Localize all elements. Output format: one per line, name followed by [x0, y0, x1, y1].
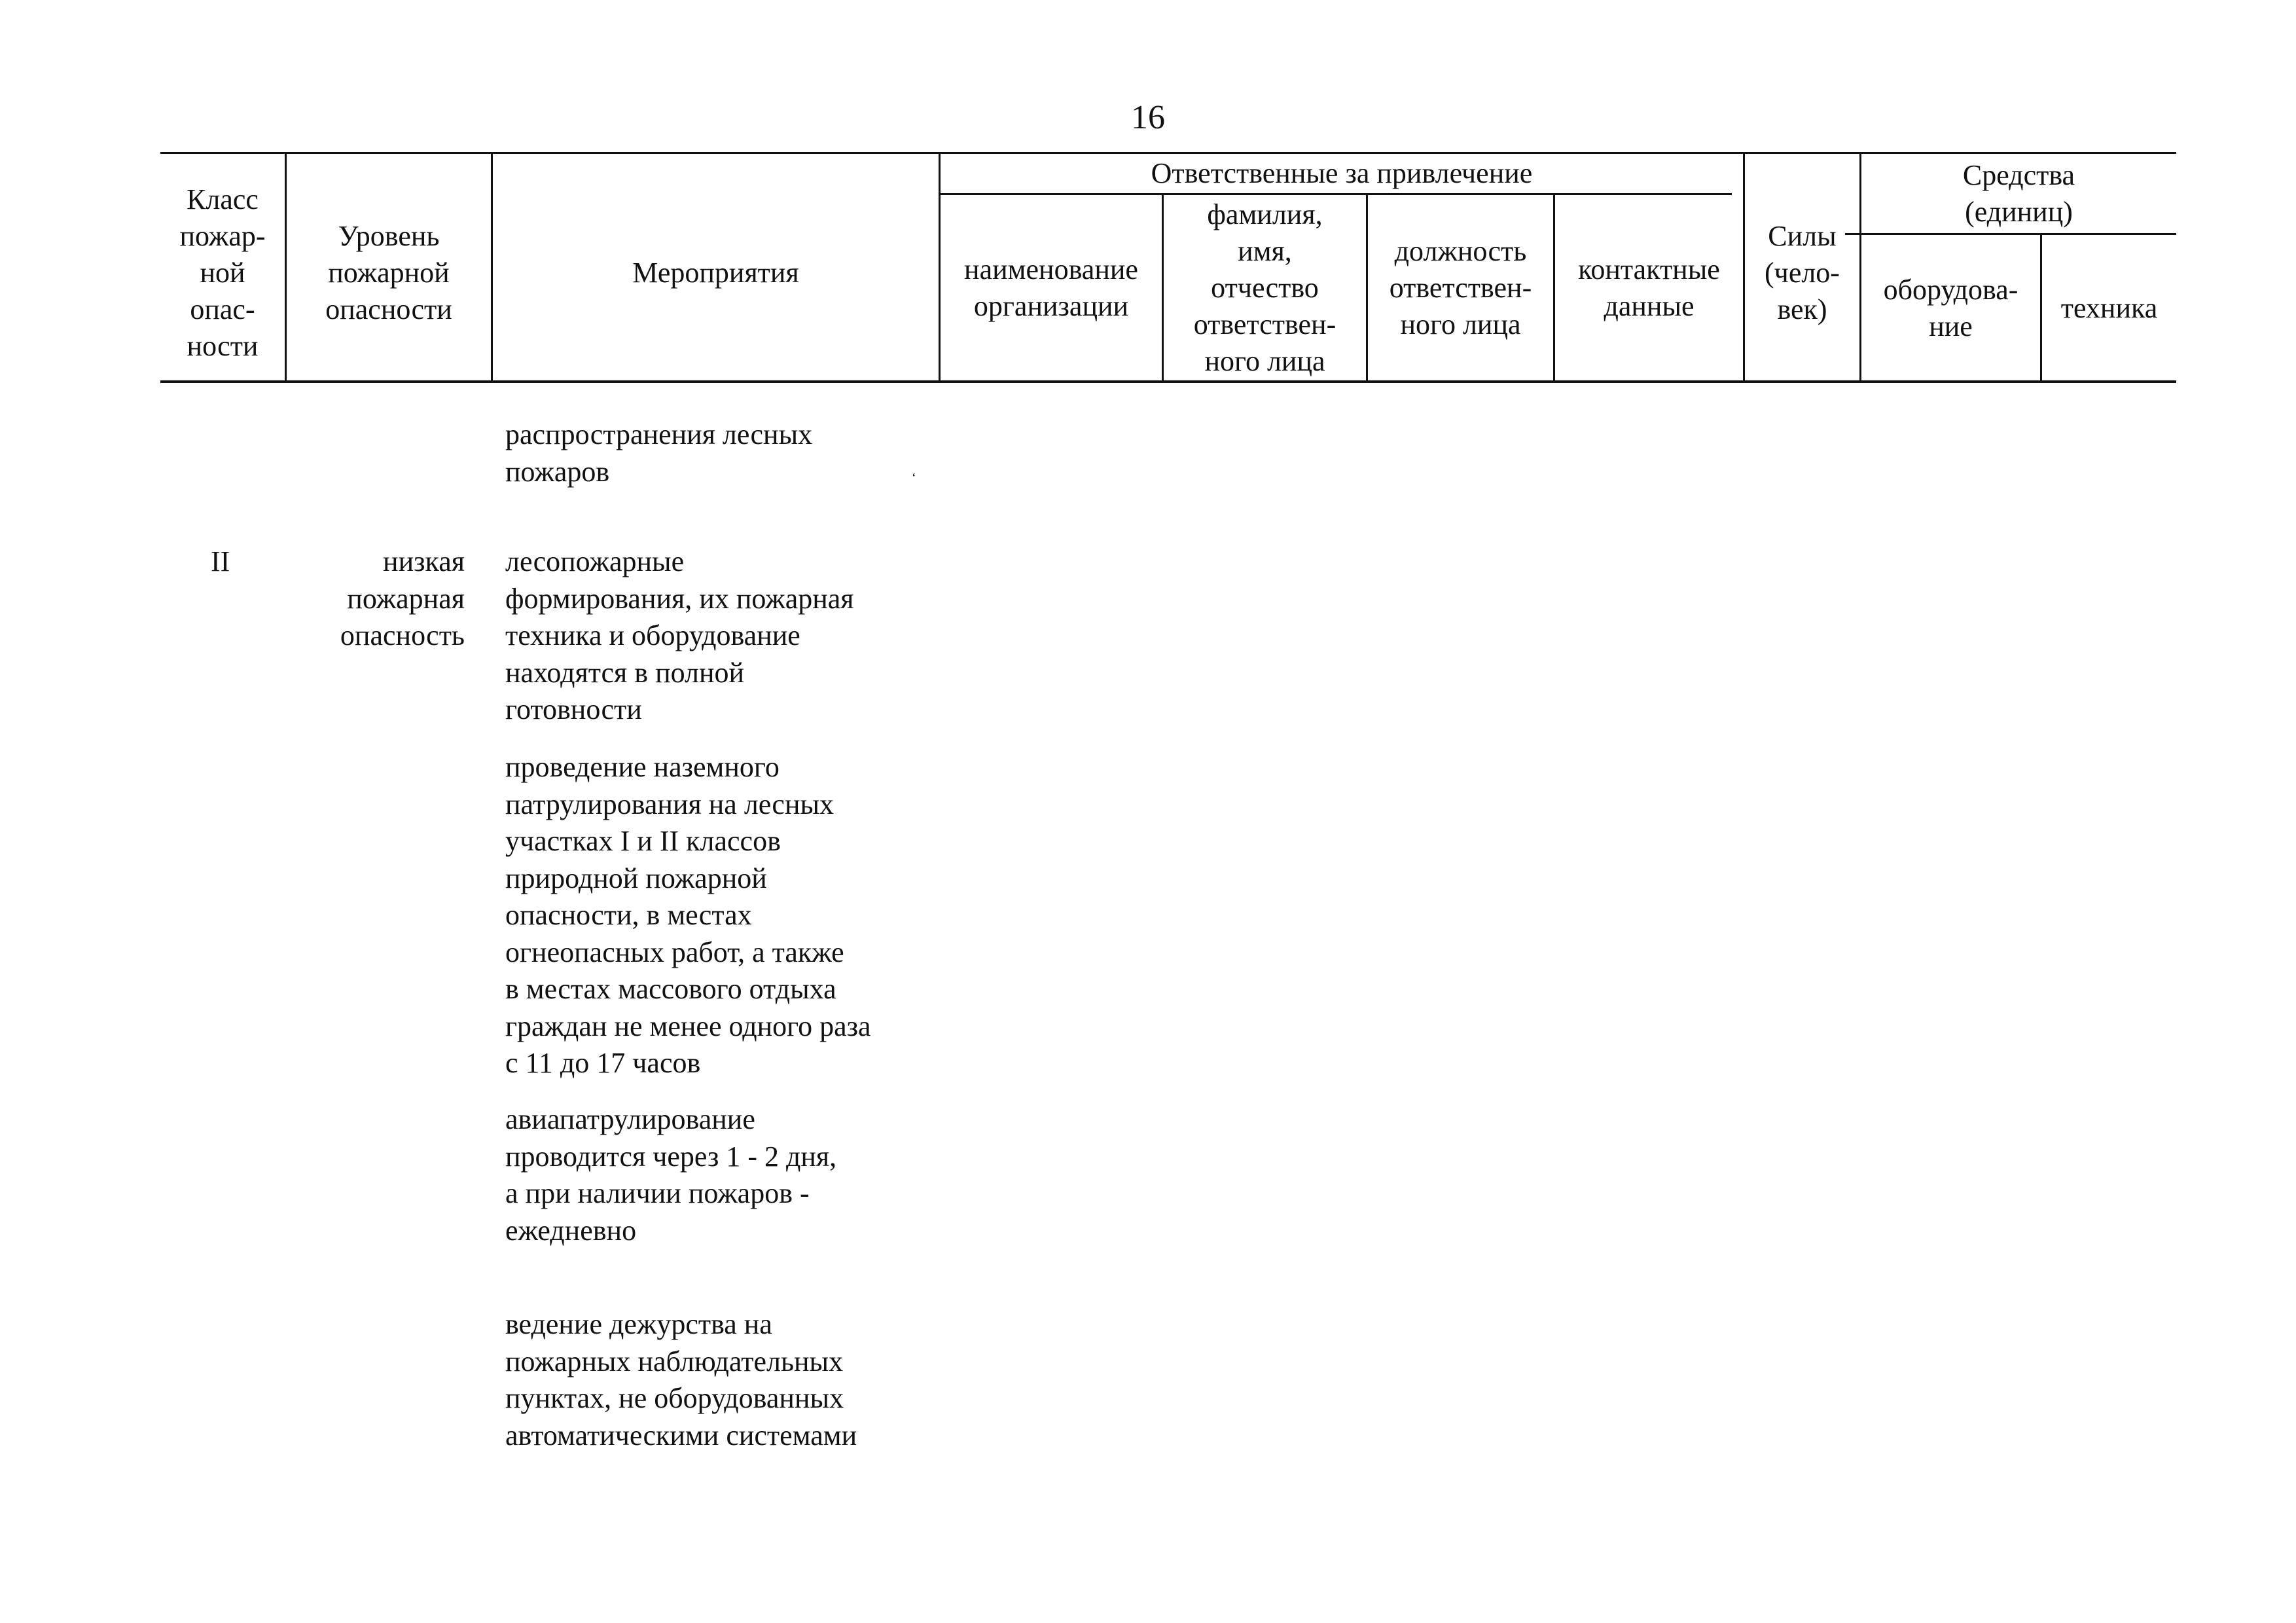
header-contacts: контактные данные [1578, 253, 1720, 322]
header-top-rule [160, 152, 2176, 154]
header-level: Уровень пожарной опасности [325, 220, 452, 325]
header-org-name: наименование организации [964, 253, 1138, 322]
page-number: 16 [1131, 99, 1165, 136]
measure-item: ведение дежурства на пожарных наблюдательных пунктах, не оборудованных автоматическими системами [505, 1308, 857, 1451]
header-forces: Силы (чело- век) [1765, 220, 1840, 325]
header-position: должность ответствен- ного лица [1389, 235, 1532, 340]
header-equipment: оборудова- ние [1883, 273, 2018, 342]
measure-item: авиапатрулирование проводится через 1 - 2 дня, а при наличии пожаров - ежедневно [505, 1103, 837, 1247]
header-class: Класс пожар- ной опас- ности [179, 183, 266, 362]
continuation-text: распространения лесных пожаров [505, 418, 813, 488]
header-responsible-group: Ответственные за привлечение [1151, 157, 1533, 189]
measure-item: проведение наземного патрулирования на лесных участках I и II классов природной пожарной опасности, в местах огнеопасных работ, а также в местах массового отдыха граждан не менее одного раза с 11 до 17 часов [505, 751, 871, 1079]
header-measures: Мероприятия [632, 257, 799, 289]
measure-item: лесопожарные формирования, их пожарная техника и оборудование находятся в полной готовности [505, 545, 854, 725]
stray-mark: ‘ [912, 471, 916, 485]
row-level-value: низкая пожарная опасность [340, 545, 465, 651]
header-machinery: техника [2060, 291, 2158, 324]
table-header [160, 152, 2176, 384]
header-person-name: фамилия, имя, отчество ответствен- ного лица [1193, 198, 1336, 377]
row-class-value: II [211, 545, 230, 577]
header-means-group: Средства (единиц) [1962, 159, 2075, 228]
